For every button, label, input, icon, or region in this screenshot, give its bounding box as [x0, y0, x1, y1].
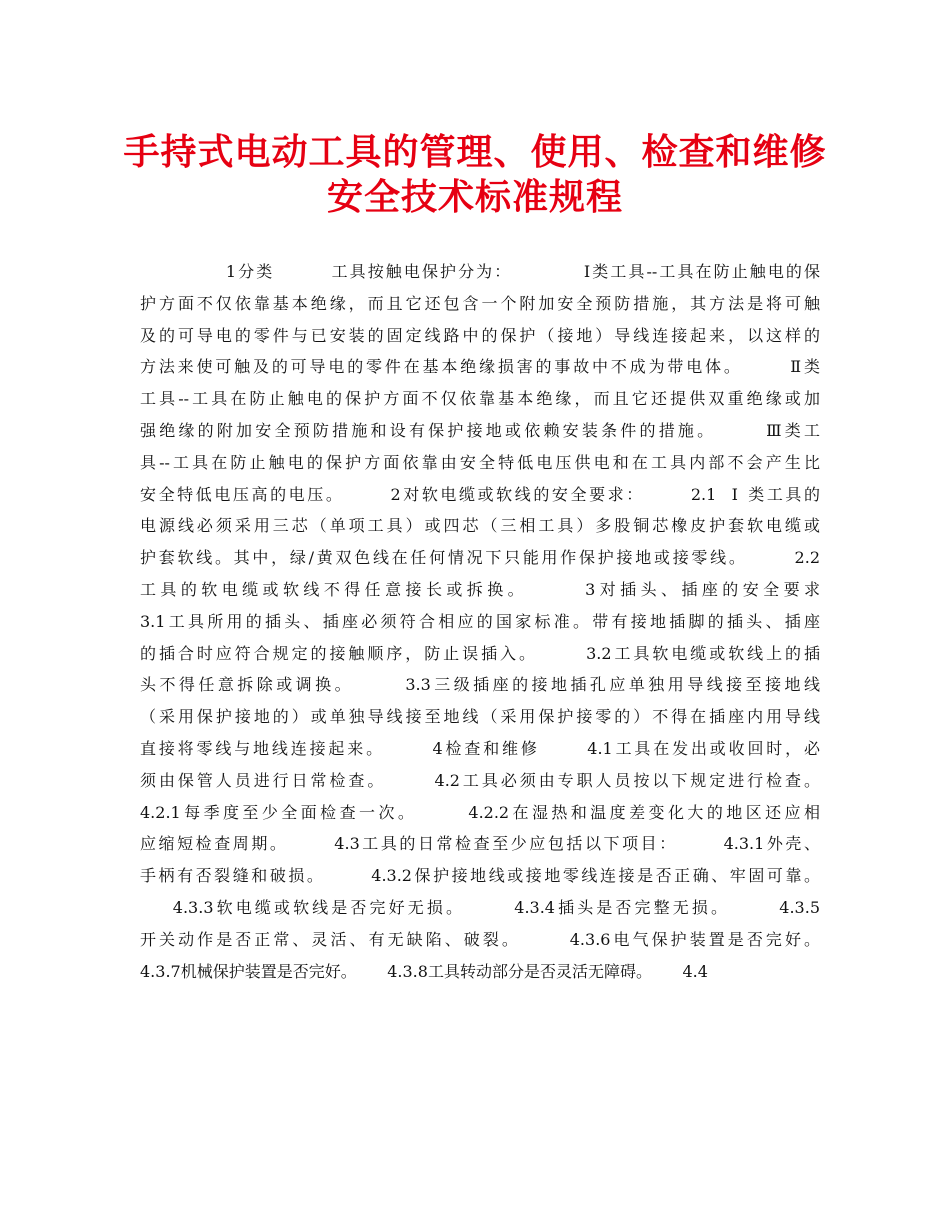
body-line: 开关动作是否正常、灵活、有无缺陷、破裂。 4.3.6电气保护装置是否完好。	[140, 929, 820, 949]
body-line: （采用保护接地的）或单独导线接至地线（采用保护接零的）不得在插座内用导线	[140, 707, 820, 727]
body-line: 4.2.1每季度至少全面检查一次。 4.2.2在湿热和温度差变化大的地区还应相	[140, 802, 820, 822]
body-line: 工具的软电缆或软线不得任意接长或拆换。 3对插头、插座的安全要求	[140, 579, 820, 599]
body-line: 应缩短检查周期。 4.3工具的日常检查至少应包括以下项目： 4.3.1外壳、	[140, 834, 820, 854]
body-line: 具--工具在防止触电的保护方面依靠由安全特低电压供电和在工具内部不会产生比	[140, 452, 820, 472]
body-line: 方法来使可触及的可导电的零件在基本绝缘损害的事故中不成为带电体。 Ⅱ类	[140, 357, 820, 377]
body-line: 直接将零线与地线连接起来。 4检查和维修 4.1工具在发出或收回时，必	[140, 738, 820, 758]
body-line: 4.3.3软电缆或软线是否完好无损。 4.3.4插头是否完整无损。 4.3.5	[140, 897, 820, 917]
body-line: 头不得任意拆除或调换。 3.3三级插座的接地插孔应单独用导线接至接地线	[140, 675, 820, 695]
document-title-line-1: 手持式电动工具的管理、使用、检查和维修	[123, 131, 827, 173]
body-line: 强绝缘的附加安全预防措施和设有保护接地或依赖安装条件的措施。 Ⅲ类工	[140, 420, 820, 440]
body-line: 安全特低电压高的电压。 2对软电缆或软线的安全要求： 2.1 Ⅰ 类工具的	[140, 484, 820, 504]
body-line: 及的可导电的零件与已安装的固定线路中的保护（接地）导线连接起来，以这样的	[140, 325, 820, 345]
body-line: 须由保管人员进行日常检查。 4.2工具必须由专职人员按以下规定进行检查。	[140, 770, 820, 790]
body-line: 护套软线。其中，绿/黄双色线在任何情况下只能用作保护接地或接零线。 2.2	[140, 548, 820, 568]
body-line: 的插合时应符合规定的接触顺序，防止误插入。 3.2工具软电缆或软线上的插	[140, 643, 820, 663]
body-line: 手柄有否裂缝和破损。 4.3.2保护接地线或接地零线连接是否正确、牢固可靠。	[140, 866, 820, 886]
body-line: 3.1工具所用的插头、插座必须符合相应的国家标准。带有接地插脚的插头、插座	[140, 611, 820, 631]
body-line: 护方面不仅依靠基本绝缘，而且它还包含一个附加安全预防措施，其方法是将可触	[140, 293, 820, 313]
body-line: 工具--工具在防止触电的保护方面不仅依靠基本绝缘，而且它还提供双重绝缘或加	[140, 389, 820, 409]
body-line: 1分类 工具按触电保护分为： Ⅰ类工具--工具在防止触电的保	[140, 262, 820, 281]
body-line: 4.3.7机械保护装置是否完好。 4.3.8工具转动部分是否灵活无障碍。 4.4	[140, 961, 708, 981]
body-line: 电源线必须采用三芯（单项工具）或四芯（三相工具）多股铜芯橡皮护套软电缆或	[140, 516, 820, 536]
document-body	[140, 256, 820, 987]
document-title-line-2: 安全技术标准规程	[326, 176, 623, 218]
